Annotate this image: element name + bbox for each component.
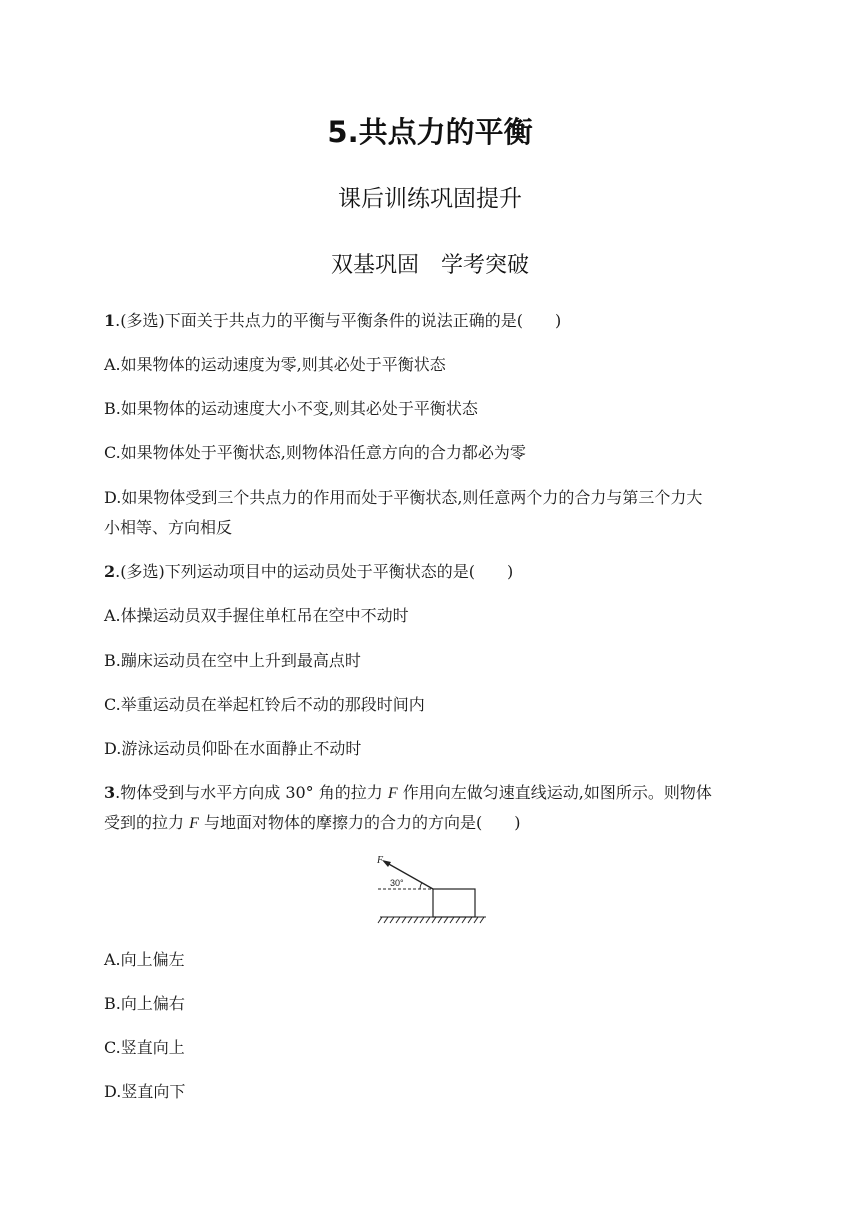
question-1-option-a: A.如果物体的运动速度为零,则其必处于平衡状态 — [104, 355, 446, 374]
section-heading-right: 学考突破 — [441, 253, 530, 278]
question-3-option-c: C.竖直向上 — [104, 1038, 185, 1057]
question-1-stem — [104, 310, 764, 332]
question-3-force-symbol-2: F — [189, 815, 199, 832]
question-1-option-d: D.如果物体受到三个共点力的作用而处于平衡状态,则任意两个力的合力与第三个力大 — [104, 488, 703, 507]
question-2-text: .(多选)下列运动项目中的运动员处于平衡状态的是( ) — [115, 562, 514, 581]
question-3-text-a: .物体受到与水平方向成 30° 角的拉力 — [115, 783, 388, 802]
question-1-option-c: C.如果物体处于平衡状态,则物体沿任意方向的合力都必为零 — [104, 443, 526, 462]
angle-arc — [420, 883, 422, 890]
section-heading — [0, 248, 860, 279]
question-2-number: 2 — [104, 562, 116, 581]
block — [433, 889, 475, 917]
document-subtitle: 课后训练巩固提升 — [338, 186, 522, 212]
question-3-figure — [360, 850, 500, 930]
question-2-option-c: C.举重运动员在举起杠铃后不动的那段时间内 — [104, 695, 425, 714]
question-3-stem-continued — [104, 812, 764, 835]
question-3-text-d: 与地面对物体的摩擦力的合力的方向是( ) — [198, 813, 521, 832]
question-3-text-c: 受到的拉力 — [104, 813, 190, 832]
question-2-option-b: B.蹦床运动员在空中上升到最高点时 — [104, 651, 361, 670]
question-3-force-symbol: F — [387, 785, 398, 802]
question-3-text-b: 作用向左做匀速直线运动,如图所示。则物体 — [397, 783, 712, 802]
document-title: 5.共点力的平衡 — [327, 115, 533, 149]
question-1-text: .(多选)下面关于共点力的平衡与平衡条件的说法正确的是( ) — [115, 311, 562, 330]
question-3-stem — [104, 782, 764, 805]
question-1-option-d-continued: 小相等、方向相反 — [104, 518, 233, 537]
question-2-stem — [104, 561, 764, 583]
question-2-option-a: A.体操运动员双手握住单杠吊在空中不动时 — [104, 606, 409, 625]
question-1-option-b: B.如果物体的运动速度大小不变,则其必处于平衡状态 — [104, 399, 478, 418]
question-3-option-a: A.向上偏左 — [104, 950, 185, 969]
question-3-option-b: B.向上偏右 — [104, 994, 185, 1013]
question-1-number: 1 — [104, 311, 116, 330]
question-3-option-d: D.竖直向下 — [104, 1082, 186, 1101]
ground-hatching — [378, 917, 486, 923]
force-arrowhead — [382, 860, 391, 867]
question-2-option-d: D.游泳运动员仰卧在水面静止不动时 — [104, 739, 362, 758]
angle-label: 30° — [390, 878, 404, 888]
force-label: F — [377, 855, 384, 866]
question-3-number: 3 — [104, 783, 116, 802]
section-heading-left: 双基巩固 — [330, 253, 419, 278]
